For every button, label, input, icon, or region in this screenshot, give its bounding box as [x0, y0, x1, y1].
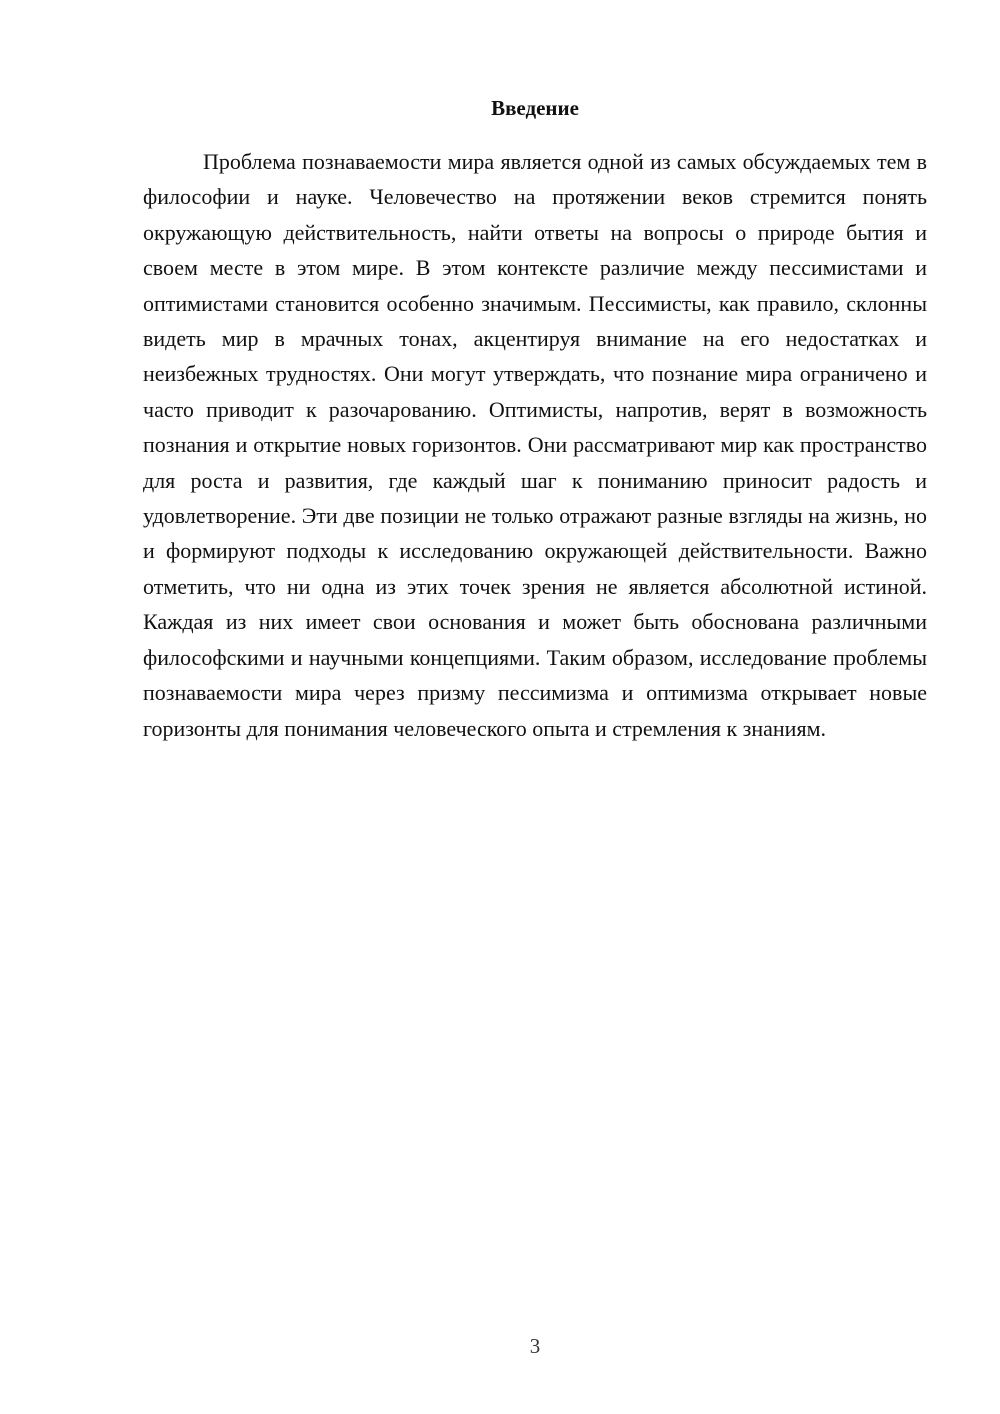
body-paragraph: Проблема познаваемости мира является одной из самых обсуждаемых тем в философии и науке. Человечество на протяжении веков стремится понять окружающую действительность, найти ответы на вопросы о природе бытия и своем месте в этом мире. В этом контексте различие между пессимистами и оптимистами становится особенно значимым. Пессимисты, как правило, склонны видеть мир в мрачных тонах, акцентируя внимание на его недостатках и неизбежных трудностях. Они могут утверждать, что познание мира ограничено и часто приводит к разочарованию. Оптимисты, напротив, верят в возможность познания и открытие новых горизонтов. Они рассматривают мир как пространство для роста и развития, где каждый шаг к пониманию приносит радость и удовлетворение. Эти две позиции не только отражают разные взгляды на жизнь, но и формируют подходы к исследованию окружающей действительности. Важно отметить, что ни одна из этих точек зрения не является абсолютной истиной. Каждая из них имеет свои основания и может быть обоснована различными философскими и научными концепциями. Таким образом, исследование проблемы познаваемости мира через призму пессимизма и оптимизма открывает новые горизонты для понимания человеческого опыта и стремления к знаниям.: [143, 149, 927, 741]
page-number: 3: [529, 1334, 541, 1358]
section-heading: Введение: [491, 96, 579, 120]
